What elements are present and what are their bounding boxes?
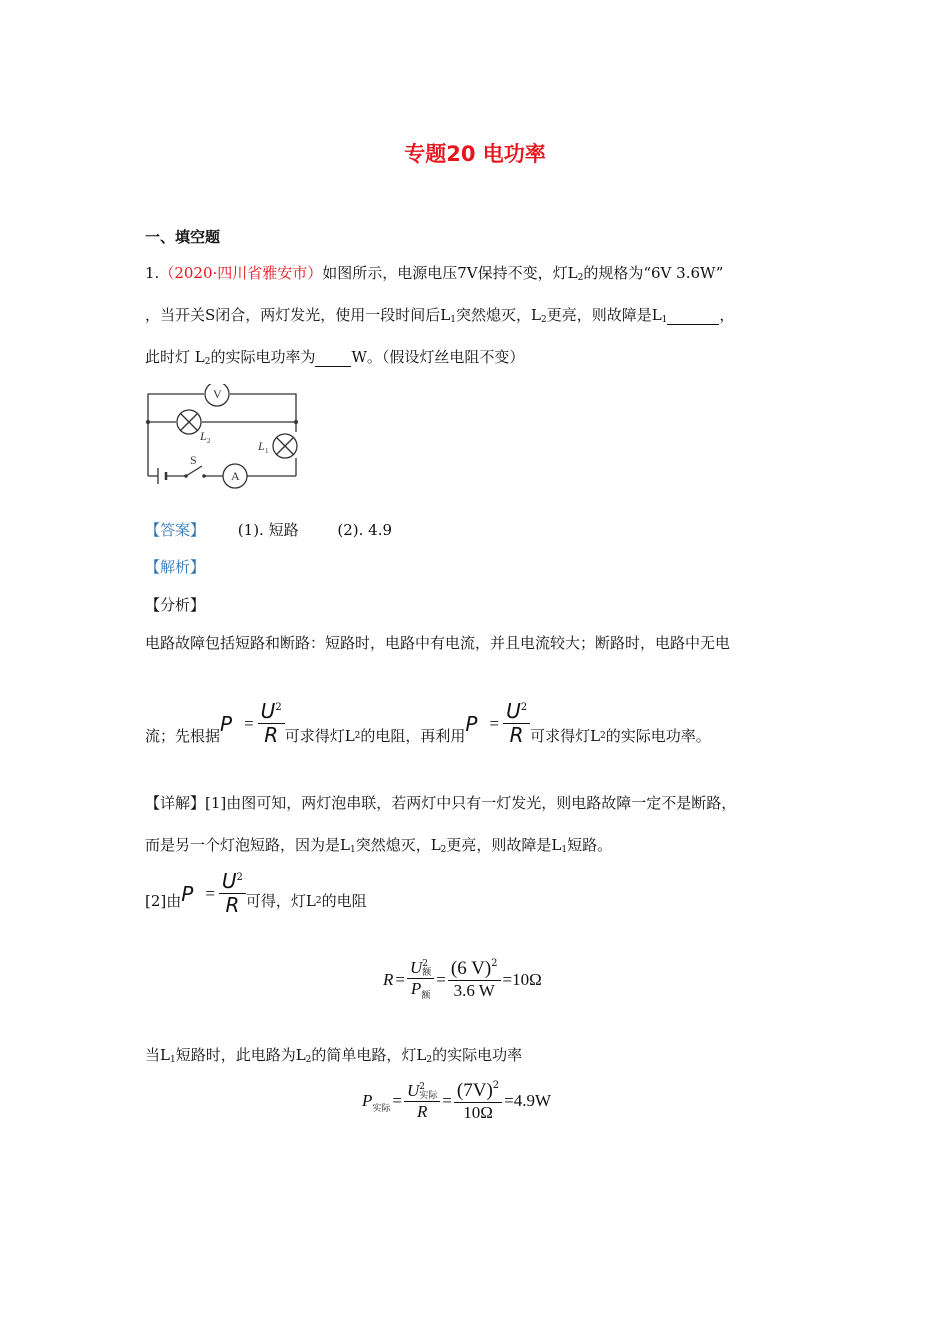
superscript: 2	[422, 959, 428, 969]
subscript: 1	[450, 315, 456, 325]
detail-label: 【详解】	[145, 794, 206, 812]
equation-value: (7V)	[456, 1080, 493, 1101]
detail-text: 的电阻	[321, 892, 367, 910]
fenxi-line-2	[145, 700, 711, 747]
answer-blank-2[interactable]	[315, 348, 351, 367]
equation-symbol: =	[436, 969, 446, 989]
formula-symbol: P	[465, 711, 478, 736]
formula-symbol: =	[205, 883, 215, 903]
detail-text: 短路。	[567, 836, 613, 854]
lamp-l1-label-sub: 1	[265, 447, 269, 455]
equation-symbol: U	[407, 1080, 420, 1100]
equation-value: 10Ω	[463, 1102, 493, 1122]
detail-text: 可得，灯L	[245, 892, 316, 910]
circuit-diagram	[140, 384, 310, 496]
wire	[230, 394, 296, 422]
fraction	[258, 700, 285, 747]
subscript: 2	[426, 1055, 433, 1065]
subscript: 1	[561, 845, 568, 855]
question-1-line-2	[145, 304, 734, 325]
question-text: 的规格为“6V 3.6W”	[583, 264, 724, 282]
detail-text: 当L	[145, 1046, 170, 1064]
formula-symbol: =	[489, 713, 500, 733]
subscript: 2	[354, 730, 361, 741]
junction-dot	[294, 420, 298, 424]
question-text: 的实际电功率为	[210, 348, 316, 366]
lamp-l2-label: L	[200, 429, 207, 443]
question-text: ，	[719, 306, 735, 324]
answer-2: (2). 4.9	[337, 521, 393, 539]
superscript: 2	[275, 702, 282, 713]
subscript: 1	[661, 315, 668, 325]
question-text: W。（假设灯丝电阻不变）	[351, 348, 525, 366]
detail-text: 突然熄灭，L	[355, 836, 441, 854]
answer-label: 【答案】	[145, 521, 206, 539]
detail-text: [2]由	[145, 892, 182, 910]
detail-text: 而是另一个灯泡短路，因为是L	[145, 836, 350, 854]
fraction	[503, 700, 530, 747]
junction-dot	[146, 420, 150, 424]
detail-line-1	[145, 792, 736, 813]
equation-symbol: U	[409, 958, 423, 977]
fraction	[454, 1080, 502, 1122]
equation-symbol: =	[442, 1091, 452, 1111]
fenxi-line-1: 电路故障包括短路和断路：短路时，电路中有电流，并且电流较大；断路时，电路中无电	[145, 634, 731, 652]
question-text: 更亮，则故障是L	[546, 306, 662, 324]
fenxi-label: 【分析】	[145, 596, 206, 614]
question-text: 突然熄灭，L	[455, 306, 541, 324]
ammeter-label: A	[231, 469, 240, 483]
when-short-line	[145, 1044, 522, 1065]
lamp-l2-label-sub: 2	[207, 437, 211, 445]
formula-symbol: U	[506, 699, 521, 723]
superscript: 2	[419, 1081, 426, 1092]
detail-text: 的简单电路，灯L	[311, 1046, 427, 1064]
formula-symbol: U	[221, 869, 237, 893]
answer-blank-1[interactable]	[667, 306, 719, 325]
detail-text: 的实际电功率	[432, 1046, 523, 1064]
page-title: 专题20 电功率	[404, 142, 546, 166]
equation-symbol: P	[362, 1091, 373, 1111]
equation-symbol: =	[392, 1091, 402, 1111]
question-text: 此时灯 L	[145, 348, 205, 366]
detail-text: [1]由图可知，两灯泡串联，若两灯中只有一灯发光，则电路故障一定不是断路，	[205, 794, 737, 812]
formula-symbol: P	[220, 711, 233, 736]
formula-symbol: R	[225, 893, 240, 917]
lamp-l1-label: L	[258, 439, 265, 453]
answer-1: (1). 短路	[237, 521, 299, 539]
voltmeter-label: V	[213, 387, 222, 401]
superscript: 2	[520, 702, 528, 713]
analysis-text: 的实际电功率。	[605, 727, 711, 745]
analysis-text: 流；先根据	[145, 727, 221, 745]
subscript: 2	[440, 845, 447, 855]
question-text: 如图所示，电源电压7V保持不变，灯L	[322, 264, 578, 282]
switch-label: S	[190, 453, 197, 467]
subscript: 2	[204, 357, 211, 367]
subscript: 实际	[419, 1090, 438, 1101]
equation-result: =4.9W	[504, 1091, 552, 1111]
detail-text: 短路时，此电路为L	[175, 1046, 306, 1064]
detail-text: 更亮，则故障是L	[446, 836, 562, 854]
subscript: 2	[600, 730, 606, 741]
switch-contact	[202, 474, 206, 478]
fraction	[407, 958, 434, 1001]
answer-line	[145, 519, 392, 540]
question-source: （2020·四川省雅安市）	[159, 264, 323, 282]
question-1-line-1	[145, 262, 723, 283]
equation-symbol: R	[416, 1101, 428, 1121]
detail-line-2	[145, 834, 612, 855]
fraction	[404, 1081, 440, 1122]
switch-lever	[186, 466, 202, 476]
equation-value: (6 V)	[450, 958, 492, 980]
detail-line-3	[145, 870, 367, 917]
subscript: 额	[421, 991, 431, 1001]
equation-result: =10Ω	[502, 969, 542, 989]
analysis-text: 的电阻，再利用	[360, 727, 466, 745]
formula-power-3	[181, 870, 246, 917]
equation-symbol: R	[383, 969, 394, 989]
subscript: 2	[315, 895, 322, 906]
formula-power-2	[465, 700, 530, 747]
equation-symbol: P	[410, 979, 422, 998]
equation-symbol: =	[395, 969, 405, 989]
section-heading: 一、填空题	[145, 228, 221, 246]
question-1-line-3	[145, 346, 524, 367]
question-text: ，当开关S闭合，两灯发光，使用一段时间后L	[145, 306, 451, 324]
fraction	[448, 958, 501, 1000]
formula-symbol: R	[264, 723, 279, 747]
formula-symbol: P	[181, 881, 194, 906]
equation-resistance	[383, 958, 542, 1001]
subscript: 2	[577, 273, 584, 283]
analysis-text: 可求得灯L	[530, 727, 601, 745]
formula-symbol: =	[244, 713, 254, 733]
equation-actual-power	[362, 1080, 551, 1122]
formula-symbol: U	[260, 699, 276, 723]
formula-power-1	[220, 700, 285, 747]
superscript: 2	[236, 872, 243, 883]
subscript: 1	[349, 845, 356, 855]
fraction	[219, 870, 246, 917]
superscript: 2	[492, 1080, 500, 1091]
formula-symbol: R	[509, 723, 524, 747]
subscript: 1	[169, 1055, 176, 1065]
subscript: 2	[305, 1055, 312, 1065]
analysis-text: 可求得灯L	[284, 727, 355, 745]
question-number: 1.	[145, 264, 160, 282]
subscript: 额	[422, 968, 432, 978]
switch-contact	[184, 474, 188, 478]
subscript: 2	[540, 315, 547, 325]
subscript: 实际	[372, 1103, 391, 1114]
superscript: 2	[491, 958, 498, 970]
jiexi-label: 【解析】	[145, 558, 206, 576]
equation-value: 3.6 W	[453, 981, 495, 1001]
